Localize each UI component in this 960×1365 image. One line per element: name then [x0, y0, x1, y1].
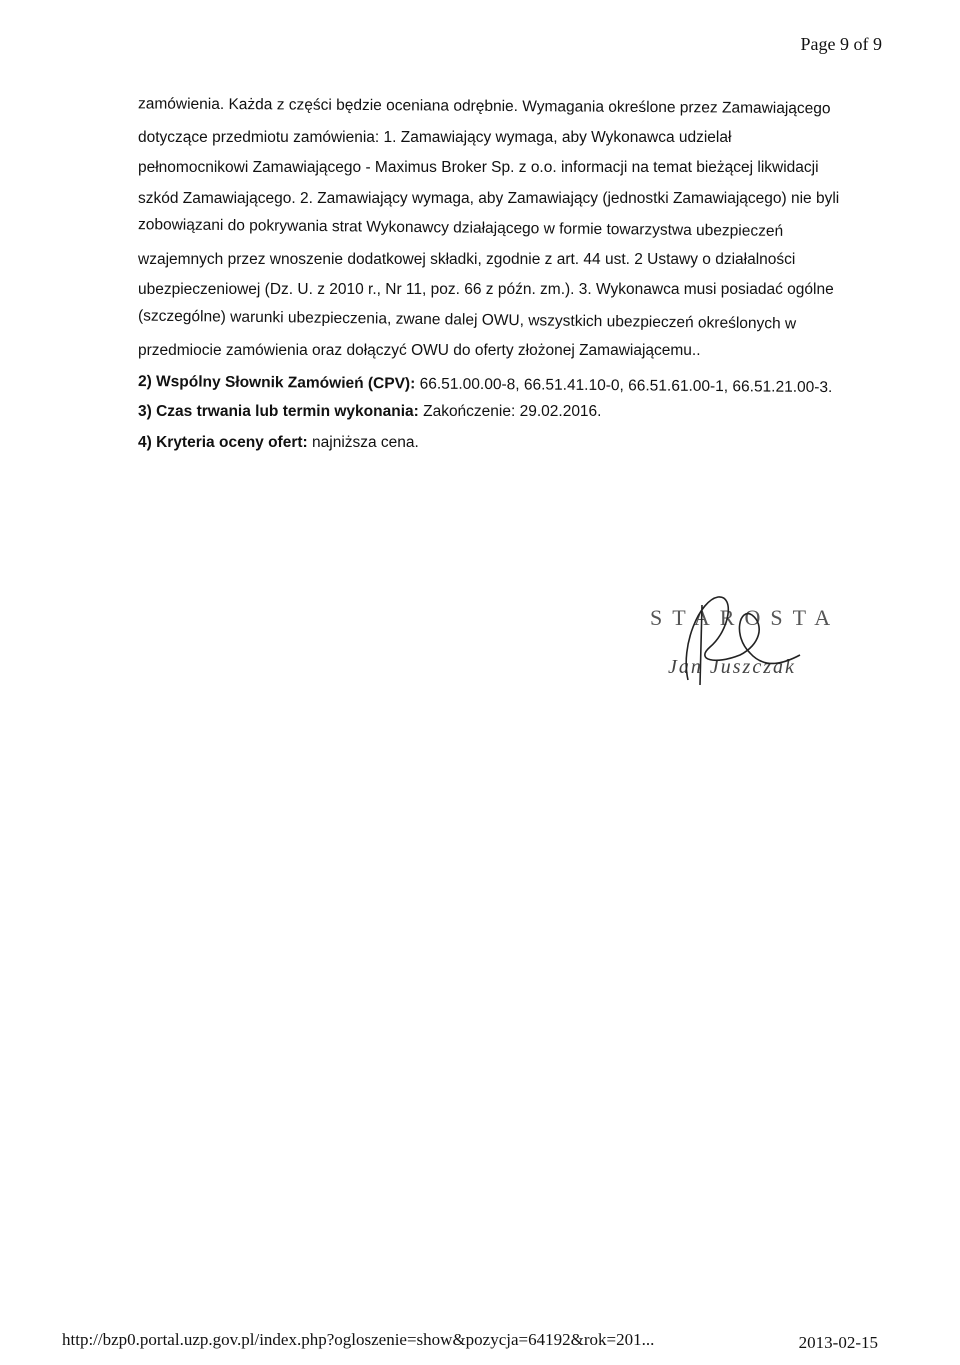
body-line: pełnomocnikowi Zamawiającego - Maximus Broker Sp. z o.o. informacji na temat bieżącej likwidacji [138, 159, 819, 176]
body-line: (szczególne) warunki ubezpieczenia, zwane dalej OWU, wszystkich ubezpieczeń określonych w [137, 306, 797, 333]
footer-url: http://bzp0.portal.uzp.gov.pl/index.php?ogloszenie=show&pozycja=64192&rok=201... [62, 1330, 655, 1349]
body-line: dotyczące przedmiotu zamówienia: 1. Zamawiający wymaga, aby Wykonawca udzielał [138, 128, 732, 146]
section-duration-value: Zakończenie: 29.02.2016. [418, 403, 602, 420]
section-cpv [138, 367, 878, 404]
body-line: zamówienia. Każda z części będzie oceniana odrębnie. Wymagania określone przez Zamawiającego [137, 95, 831, 118]
body-line: szkód Zamawiającego. 2. Zamawiający wymaga, aby Zamawiający (jednostki Zamawiającego) nie byli [138, 189, 840, 207]
section-duration-label: 3) Czas trwania lub termin wykonania: [138, 403, 419, 420]
section-criteria-value: najniższa cena. [307, 433, 419, 451]
stamp-role-text: STAROSTA [650, 605, 841, 630]
document-body [138, 92, 878, 458]
page-number: Page 9 of 9 [800, 34, 882, 54]
section-cpv-label: 2) Wspólny Słownik Zamówień (CPV): [137, 372, 416, 392]
section-criteria [138, 428, 878, 459]
body-line: przedmiocie zamówienia oraz dołączyć OWU do oferty złożonej Zamawiającemu.. [138, 342, 701, 359]
body-line: ubezpieczeniowej (Dz. U. z 2010 r., Nr 11, poz. 66 z późn. zm.). 3. Wykonawca musi posiadać ogólne [138, 281, 834, 298]
body-line: zobowiązani do pokrywania strat Wykonawcy działającego w formie towarzystwa ubezpieczeń [137, 216, 784, 240]
section-criteria-label: 4) Kryteria oceny ofert: [138, 433, 308, 451]
section-cpv-value: 66.51.00.00-8, 66.51.41.10-0, 66.51.61.00-1, 66.51.21.00-3. [415, 374, 833, 396]
signature-stamp [640, 585, 860, 695]
footer-date: 2013-02-15 [798, 1333, 878, 1352]
body-line: wzajemnych przez wnoszenie dodatkowej składki, zgodnie z art. 44 ust. 2 Ustawy o działalności [138, 250, 796, 268]
stamp-name-text: Jan Juszczak [668, 656, 796, 678]
